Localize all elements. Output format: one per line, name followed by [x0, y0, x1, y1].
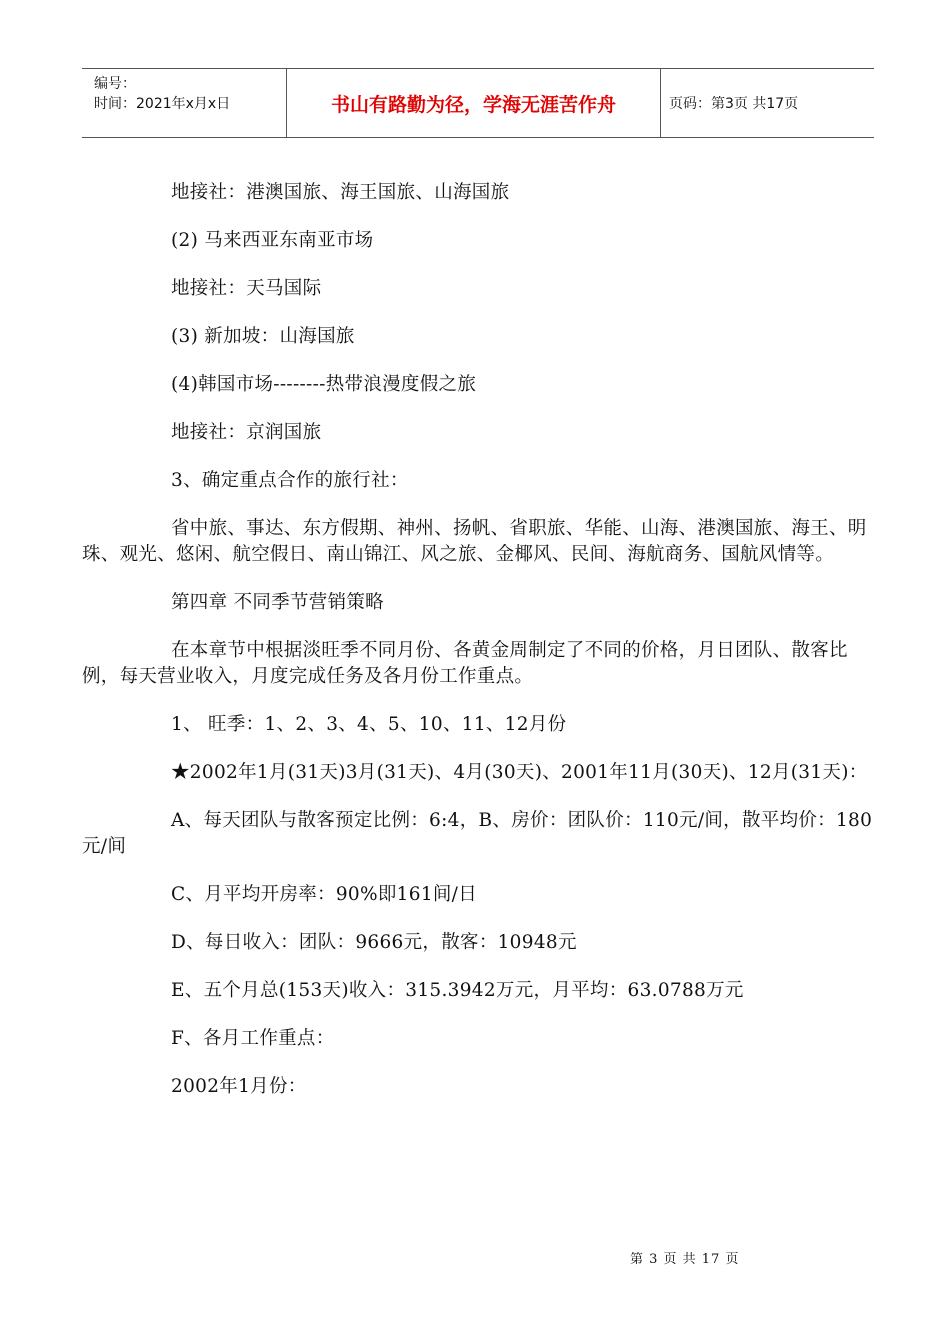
- paragraph: 地接社：港澳国旅、海王国旅、山海国旅: [171, 182, 510, 203]
- paragraph: C、月平均开房率：90%即161间/日: [171, 884, 478, 905]
- paragraph: 在本章节中根据淡旺季不同月份、各黄金周制定了不同的价格，月日团队、散客比例，每天营业收入，月度完成任务及各月份工作重点。: [82, 640, 848, 687]
- paragraph: 地接社：京润国旅: [171, 422, 322, 443]
- paragraph: 2002年1月份：: [171, 1076, 307, 1097]
- paragraph: D、每日收入：团队：9666元，散客：10948元: [171, 932, 577, 953]
- paragraph: A、每天团队与散客预定比例：6:4，B、房价：团队价：110元/间，散平均价：180元/间: [82, 810, 873, 857]
- paragraph: E、五个月总(153天)收入：315.3942万元，月平均：63.0788万元: [171, 980, 744, 1001]
- paragraph: F、各月工作重点：: [171, 1028, 335, 1049]
- paragraph: ★2002年1月(31天)3月(31天)、4月(30天)、2001年11月(30天)、12月(31天)：: [171, 762, 868, 783]
- paragraph: 1、 旺季：1、2、3、4、5、10、11、12月份: [171, 714, 567, 735]
- header-meta-cell: [82, 69, 287, 137]
- page-info: 页码：第3页 共17页: [669, 96, 799, 112]
- header-page-cell: [661, 69, 874, 137]
- paragraph: 地接社：天马国际: [171, 278, 322, 299]
- paragraph: (2) 马来西亚东南亚市场: [171, 230, 374, 251]
- paragraph: 省中旅、事达、东方假期、神州、扬帆、省职旅、华能、山海、港澳国旅、海王、明珠、观光、悠闲、航空假日、南山锦江、风之旅、金椰风、民间、海航商务、国航风情等。: [82, 518, 867, 565]
- paragraph: 3、确定重点合作的旅行社：: [171, 470, 409, 491]
- page-footer: 第 3 页 共 17 页: [630, 1252, 740, 1267]
- header-motto-cell: [287, 69, 661, 137]
- page-header: [82, 68, 874, 138]
- motto-text: 书山有路勤为径，学海无涯苦作舟: [330, 93, 616, 116]
- paragraph: (4)韩国市场--------热带浪漫度假之旅: [171, 374, 477, 395]
- document-body: [82, 180, 882, 1122]
- time-label: 时间：2021年x月x日: [94, 96, 231, 112]
- chapter-heading: 第四章 不同季节营销策略: [171, 592, 384, 613]
- paragraph: (3) 新加坡：山海国旅: [171, 326, 355, 347]
- number-label: 编号：: [94, 76, 136, 92]
